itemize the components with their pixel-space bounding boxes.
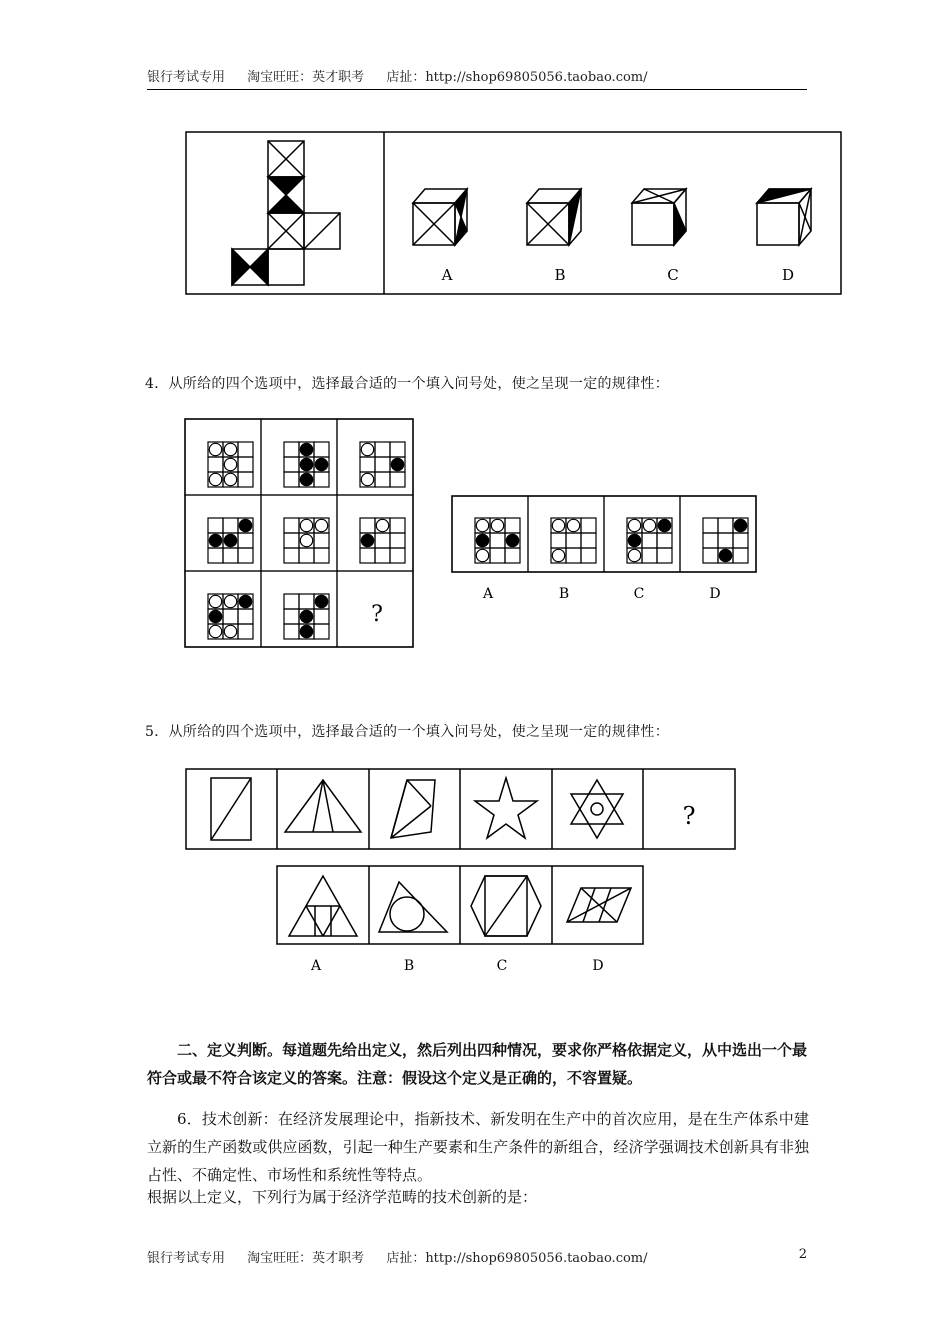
q4-matrix-cell <box>208 594 253 639</box>
q4-question-mark: ? <box>371 602 383 627</box>
black-dot <box>628 534 640 546</box>
q3-figure <box>185 131 843 296</box>
black-dot <box>391 458 403 470</box>
black-dot <box>224 534 236 546</box>
hollow-dot <box>628 519 640 531</box>
header-shop: 淘宝旺旺：英才职考 <box>247 70 365 85</box>
page-header <box>147 66 807 90</box>
hollow-dot <box>315 519 327 531</box>
hollow-dot <box>361 473 373 485</box>
q5-figure <box>185 768 737 978</box>
footer-address: 店扯：http://shop69805056.taobao.com/ <box>386 1251 648 1266</box>
q4-option-label: C <box>633 586 645 602</box>
black-dot <box>209 610 221 622</box>
q5-option-c-shape <box>471 876 541 936</box>
hollow-dot <box>209 625 221 637</box>
q4-options <box>452 496 756 572</box>
q3-option-label: B <box>554 266 566 284</box>
black-dot <box>719 549 731 561</box>
q5-option-label: C <box>496 958 508 974</box>
q5-option-b-shape <box>379 882 447 932</box>
hollow-dot <box>224 458 236 470</box>
black-dot <box>300 473 312 485</box>
q4-option-label: A <box>482 586 494 602</box>
q4-matrix-cell <box>284 594 329 639</box>
q5-option-label: B <box>403 958 415 974</box>
black-dot <box>300 458 312 470</box>
black-dot <box>361 534 373 546</box>
q5-quadrilateral-shape <box>391 780 435 838</box>
q4-option-cell <box>703 518 748 563</box>
black-dot <box>209 534 221 546</box>
q5-text: 5．从所给的四个选项中，选择最合适的一个填入问号处，使之呈现一定的规律性： <box>145 724 670 740</box>
q5-option-a-shape <box>289 876 357 936</box>
cube-option-c <box>632 189 686 245</box>
q4-text: 4．从所给的四个选项中，选择最合适的一个填入问号处，使之呈现一定的规律性： <box>145 376 670 392</box>
q4-matrix-cell <box>208 518 253 563</box>
hollow-dot <box>224 625 236 637</box>
black-dot <box>315 595 327 607</box>
hollow-dot <box>209 443 221 455</box>
q5-question-mark: ? <box>682 802 696 830</box>
black-dot <box>300 610 312 622</box>
q4-option-cell <box>551 518 596 563</box>
black-dot <box>239 519 251 531</box>
q4-matrix-cell <box>360 442 405 487</box>
black-dot <box>506 534 518 546</box>
cube-option-a <box>413 189 467 245</box>
q5-triangle-shape <box>285 780 361 832</box>
q3-option-label: A <box>441 266 453 284</box>
q5-option-label: A <box>310 958 322 974</box>
hollow-dot <box>643 519 655 531</box>
footer-label: 银行考试专用 <box>147 1251 226 1266</box>
hollow-dot <box>361 443 373 455</box>
hollow-dot <box>300 519 312 531</box>
hollow-dot <box>209 473 221 485</box>
q4-option-label: B <box>558 586 570 602</box>
q4-matrix-cell <box>284 518 329 563</box>
black-dot <box>476 534 488 546</box>
hollow-dot <box>224 443 236 455</box>
q4-figure <box>184 418 764 652</box>
q4-option-cell <box>475 518 520 563</box>
page-number: 2 <box>798 1247 807 1262</box>
cube-option-b <box>527 189 581 245</box>
hollow-dot <box>552 549 564 561</box>
hollow-dot <box>300 534 312 546</box>
hollow-dot <box>628 549 640 561</box>
hollow-dot <box>224 473 236 485</box>
q4-matrix-cell <box>360 518 405 563</box>
q6-definition: 6．技术创新：在经济发展理论中，指新技术、新发明在生产中的首次应用，是在生产体系中建立新的生产函数或供应函数，引起一种生产要素和生产条件的新组合，经济学强调技术创新具有非独占性、不确定性、市场性和系统性等特点。 <box>147 1110 809 1184</box>
section-definition-judgment: 二、定义判断。每道题先给出定义，然后列出四种情况，要求你严格依据定义，从中选出一个最符合或最不符合该定义的答案。注意：假设这个定义是正确的，不容置疑。 <box>147 1041 808 1087</box>
black-dot <box>239 595 251 607</box>
hollow-dot <box>376 519 388 531</box>
hollow-dot <box>209 595 221 607</box>
q4-option-label: D <box>709 586 721 602</box>
q4-matrix-cell <box>208 442 253 487</box>
hollow-dot <box>567 519 579 531</box>
header-label: 银行考试专用 <box>147 70 226 85</box>
black-dot <box>734 519 746 531</box>
hollow-dot <box>224 595 236 607</box>
q5-hexagram-shape <box>571 780 623 838</box>
black-dot <box>658 519 670 531</box>
cube-net <box>232 141 340 285</box>
q4-option-cell <box>627 518 672 563</box>
hollow-dot <box>491 519 503 531</box>
hollow-dot <box>476 549 488 561</box>
hollow-dot <box>476 519 488 531</box>
q4-matrix-cell <box>284 442 329 487</box>
q5-option-label: D <box>592 958 604 974</box>
header-address: 店扯：http://shop69805056.taobao.com/ <box>386 70 648 85</box>
q5-option-d-shape <box>567 888 631 922</box>
q5-rectangle-shape <box>211 778 251 840</box>
black-dot <box>300 625 312 637</box>
hollow-dot <box>552 519 564 531</box>
q5-star-shape <box>475 778 537 838</box>
cube-option-d <box>757 189 811 245</box>
q3-option-label: D <box>781 266 795 284</box>
page-footer <box>147 1247 807 1266</box>
black-dot <box>300 443 312 455</box>
q6-prompt: 根据以上定义，下列行为属于经济学范畴的技术创新的是： <box>147 1188 538 1206</box>
footer-shop: 淘宝旺旺：英才职考 <box>247 1251 365 1266</box>
q3-option-label: C <box>667 266 679 284</box>
black-dot <box>315 458 327 470</box>
